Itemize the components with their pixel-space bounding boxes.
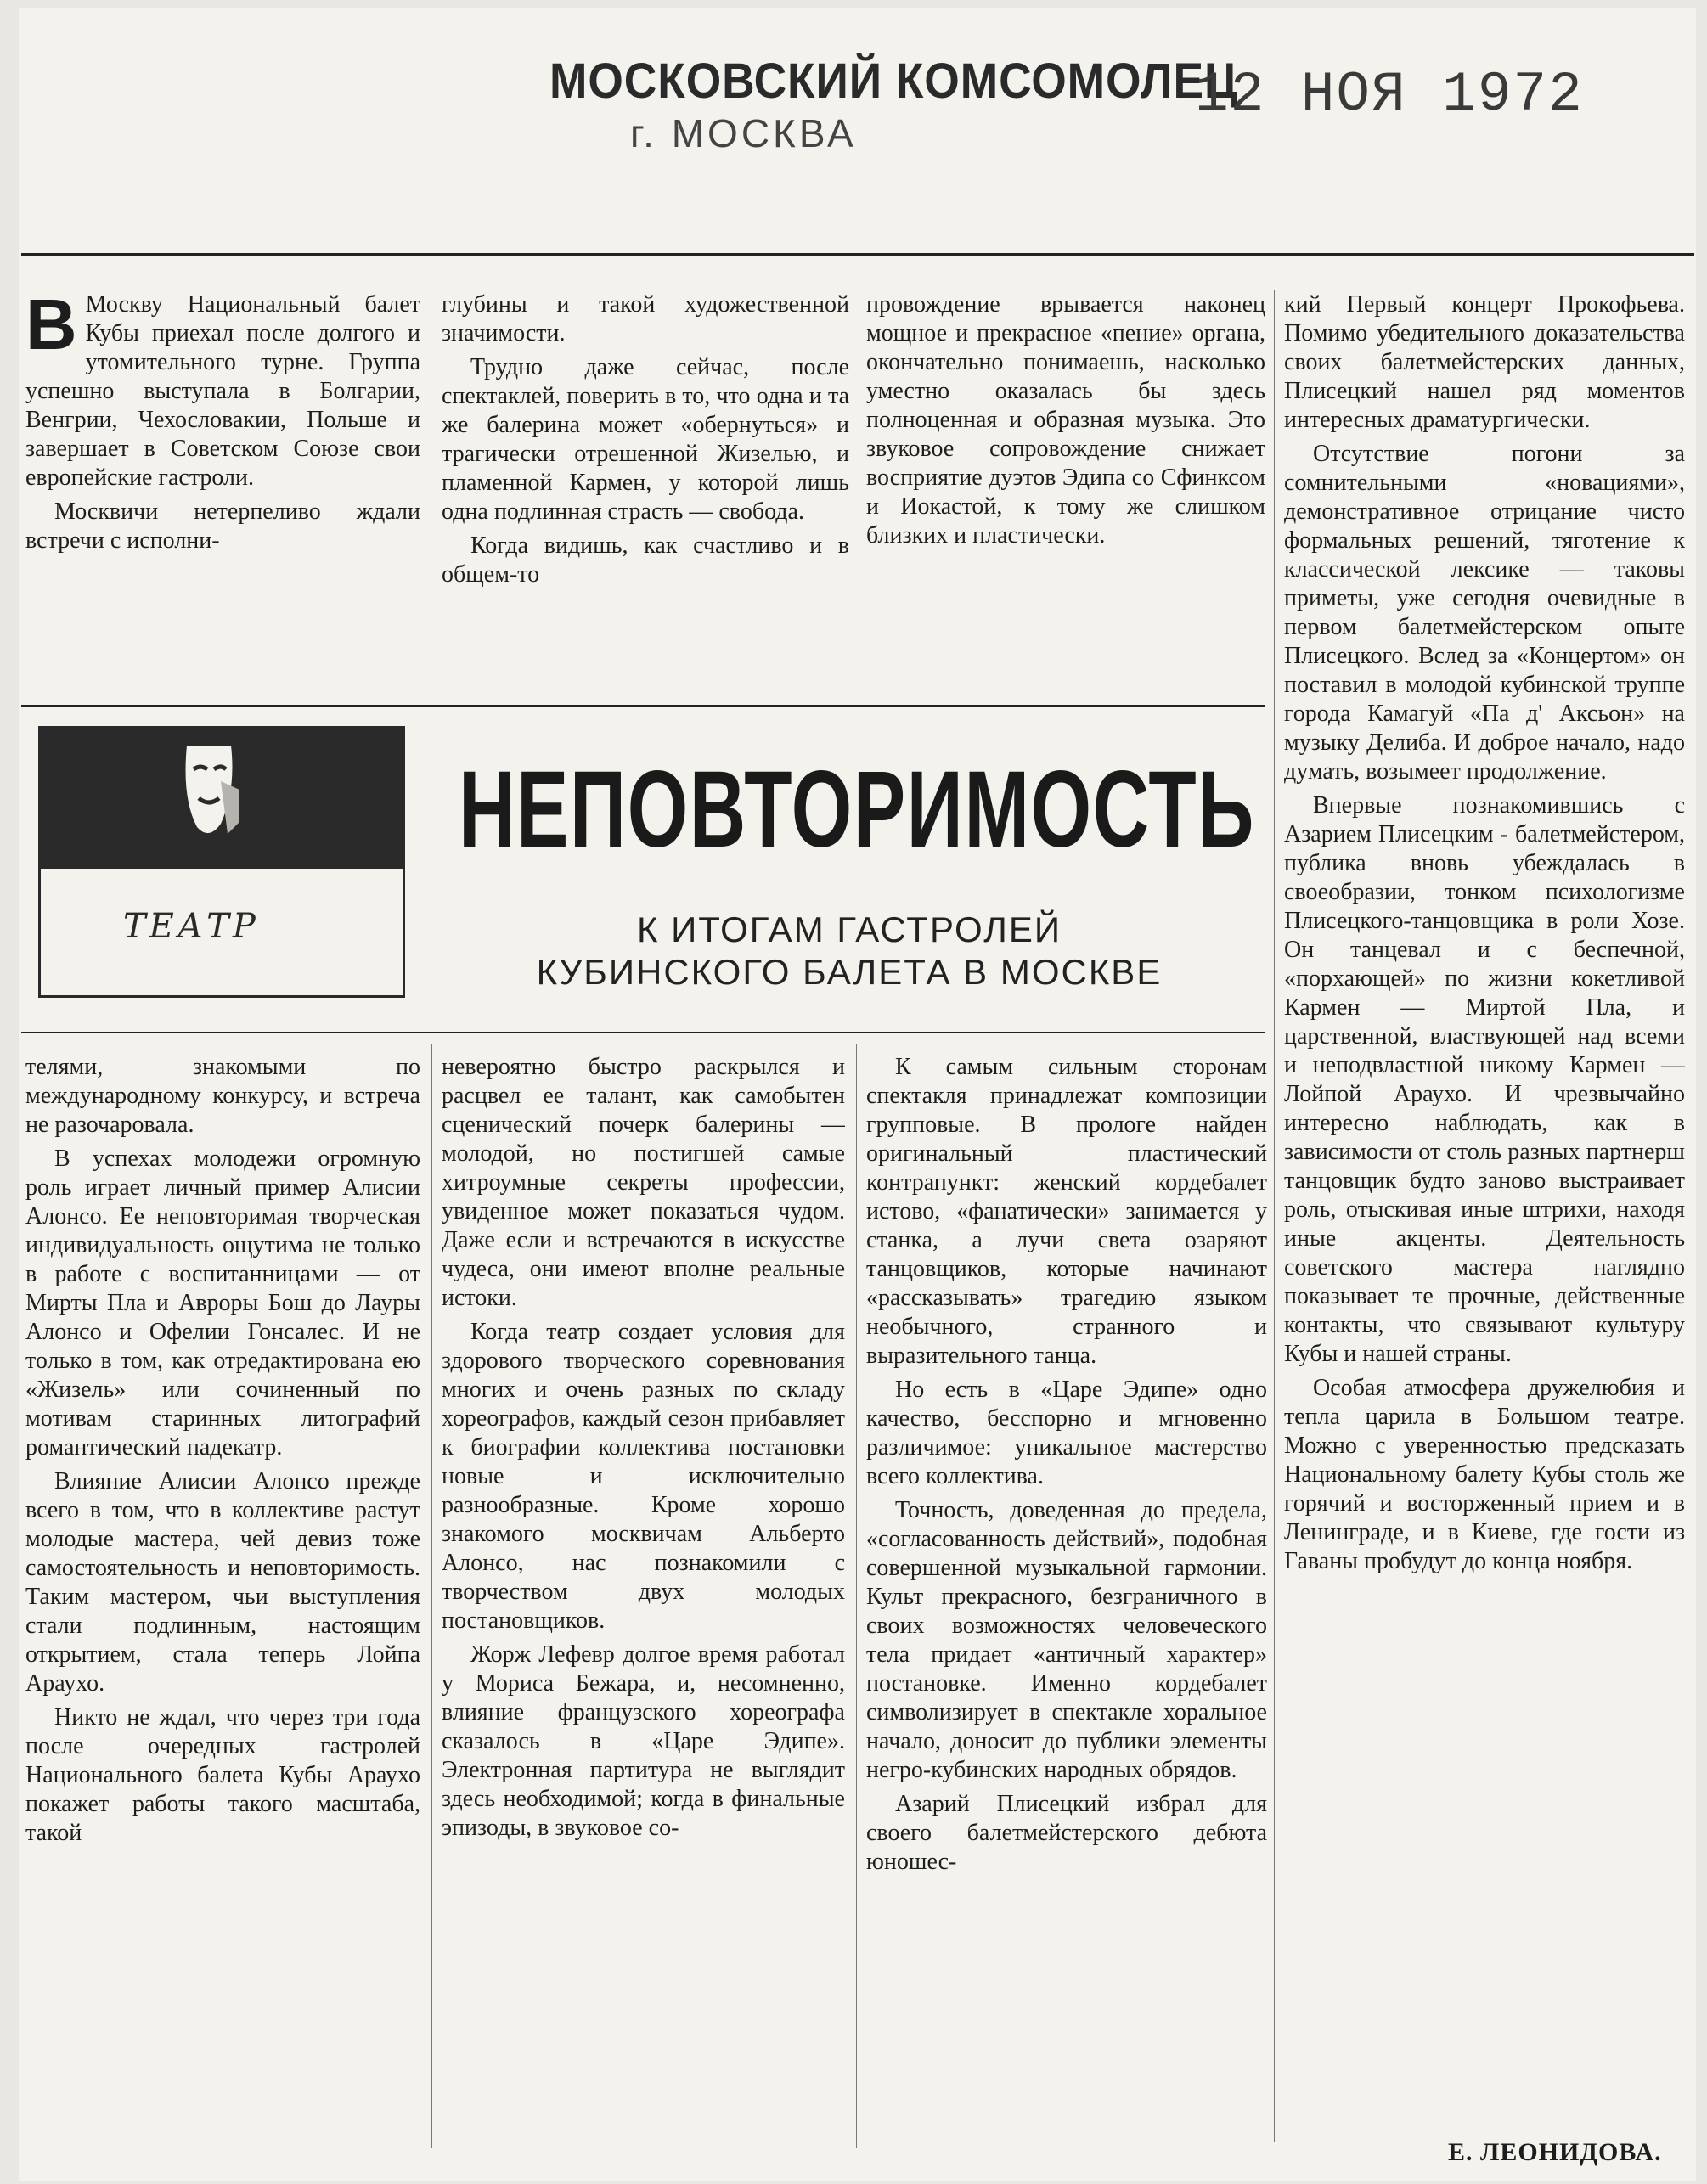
top-column-1 (25, 290, 420, 673)
top-column-3 (866, 290, 1265, 673)
bottom-column-3-paragraph: Точность, доведенная до предела, «согласованность действий», подобная совершенной музыкальной гармонии. Культ прекрасного, безграничного в своих возможностях человеческого тела придает «античный характер» постановке. Именно кордебалет символизирует в спектакле хоральное начало, доносит до публики элементы негро-кубинских народных обрядов. (866, 1497, 1267, 1783)
article-subhead (459, 909, 1240, 993)
bottom-column-1-paragraph: В успехах молодежи огромную роль играет личный пример Алисии Алонсо. Ее неповторимая творческая индивидуальность ощутима не только в работе с воспитанницами — от Мирты Пла и Авроры Бош до Лауры Алонсо и Офелии Гонсалес. И не только в том, как отредактирована ею «Жизель» или сочиненный по мотивам старинных литографий романтический падекатр. (25, 1145, 420, 1461)
right-column-paragraph: Впервые познакомившись с Азарием Плисецким - балетмейстером, публика вновь убеждалась в своеобразии, тонком психологизме Плисецкого-танцовщика в роли Хозе. Он танцевал и с беспечной, «порхающей» по жизни кокетливой Кармен — Миртой Пла, и царственной, властвующей над всеми и неподвластной никому Кармен — Лойпой Араухо. И чрезвычайно интересно наблюдать, как в зависимости от столь разных партнерш танцовщик будто заново выстраивает роль, отыскивая иные штрихи, находя иные акценты. Деятельность советского мастера наглядно показывает те прочные, действенные контакты, что связывают культуру Кубы и нашей страны. (1284, 792, 1685, 1367)
column-separator (1274, 290, 1275, 2142)
stamp-newspaper-name: МОСКОВСКИЙ КОМСОМОЛЕЦ (549, 53, 1238, 109)
stamp-city: г. МОСКВА (630, 111, 857, 155)
bottom-column-3-paragraph: К самым сильным сторонам спектакля принадлежат композиции групповые. В прологе найден оригинальный пластический контрапункт: женский кордебалет истово, «фанатически» занимается у станка, а лучи света озаряют танцовщиков, которые начинают «рассказывать» трагедию языком необычного, странного и выразительного танца. (866, 1054, 1267, 1369)
author-signature: Е. ЛЕОНИДОВА. (1448, 2138, 1662, 2166)
top-column-1-paragraph: В Москву Национальный балет Кубы приехал после долгого и утомительного турне. Группа успешно выступала в Болгарии, Венгрии, Чехословакии, Польше и завершает в Советском Союзе свои европейские гастроли. (25, 290, 420, 491)
headline-top-rule (21, 705, 1265, 707)
right-column-paragraph: кий Первый концерт Прокофьева. Помимо убедительного доказательства своих балетмейстерских данных, Плисецкий нашел ряд моментов интересных драматургически. (1284, 291, 1685, 433)
article-headline: НЕПОВТОРИМОСТЬ (459, 749, 1255, 870)
column-separator (856, 1044, 857, 2148)
bottom-column-1-paragraph: Никто не ждал, что через три года после очередных гастролей Национального балета Кубы Араухо покажет работы такого масштаба, такой (25, 1704, 420, 1846)
top-column-2 (442, 290, 849, 673)
subhead-line: К ИТОГАМ ГАСТРОЛЕЙ (636, 909, 1062, 949)
top-column-2-paragraph: Трудно даже сейчас, после спектаклей, поверить в то, что одна и та же балерина может «обернуться» и трагически отрешенной Жизелью, и пламенной Кармен, у которой лишь одна подлинная страсть — свобода. (442, 354, 849, 525)
bottom-column-1 (25, 1053, 420, 2157)
top-column-2-paragraph: глубины и такой художественной значимости. (442, 291, 849, 346)
bottom-column-2-paragraph: невероятно быстро раскрылся и расцвел ее талант, как самобытен сценический почерк балерины — молодой, но постигшей самые хитроумные секреты профессии, увиденное может показаться чудом. Даже если и встречаются в искусстве чудеса, они имеют вполне реальные истоки. (442, 1054, 845, 1311)
stamp-date: 12 НОЯ 1972 (1195, 63, 1584, 127)
rubric-label: ТЕАТР (123, 907, 259, 946)
bottom-column-2-paragraph: Жорж Лефевр долгое время работал у Мориса Бежара, и, несомненно, влияние французского хореографа сказалось в «Царе Эдипе». Электронная партитура не выглядит здесь необходимой; когда в финальные эпизоды, в звуковое со- (442, 1641, 845, 1841)
column-separator (431, 1044, 432, 2148)
bottom-column-1-paragraph: телями, знакомыми по международному конкурсу, и встреча не разочаровала. (25, 1054, 420, 1138)
bottom-column-2 (442, 1053, 845, 2157)
subhead-line: КУБИНСКОГО БАЛЕТА В МОСКВЕ (536, 952, 1163, 992)
right-column-paragraph: Отсутствие погони за сомнительными «новациями», демонстративное отрицание чисто формальных решений, тяготение к классической лексике — таковы приметы, уже сегодня очевидные в первом балетмейстерском опыте Плисецкого. Вслед за «Концертом» он поставил в молодой кубинской труппе города Камагуй «Па д' Аксьон» на музыку Делиба. И доброе начало, надо думать, возымеет продолжение. (1284, 441, 1685, 785)
theatre-mask-icon (170, 739, 246, 849)
bottom-column-3 (866, 1053, 1267, 2157)
dropcap-letter: В (25, 290, 77, 364)
headline-bottom-rule (21, 1032, 1265, 1033)
clipping-stamp (19, 0, 1683, 255)
right-column (1284, 290, 1685, 2133)
top-rule (21, 253, 1694, 256)
bottom-column-3-paragraph: Азарий Плисецкий избрал для своего балетмейстерского дебюта юношес- (866, 1791, 1267, 1875)
top-column-2-paragraph: Когда видишь, как счастливо и в общем-то (442, 532, 849, 588)
bottom-column-3-paragraph: Но есть в «Царе Эдипе» одно качество, бесспорно и мгновенно различимое: уникальное мастерство всего коллектива. (866, 1376, 1267, 1489)
bottom-column-2-paragraph: Когда театр создает условия для здорового творческого соревнования многих и очень разных по складу хореографов, каждый сезон прибавляет к биографии коллектива постановки новые и исключительно разнообразные. Кроме хорошо знакомого москвичам Альберто Алонсо, нас познакомили с творчеством двух молодых постановщиков. (442, 1319, 845, 1634)
top-column-1-paragraph: Москвичи нетерпеливо ждали встречи с исполни- (25, 498, 420, 554)
top-column-3-paragraph: провождение врывается наконец мощное и прекрасное «пение» органа, окончательно понимаешь, насколько уместно оказалась бы здесь полноценная и образная музыка. Это звуковое сопровождение снижает восприятие дуэтов Эдипа со Сфинксом и Иокастой, к тому же слишком близких и пластически. (866, 291, 1265, 549)
right-column-paragraph: Особая атмосфера дружелюбия и тепла царила в Большом театре. Можно с уверенностью предсказать Национальному балету Кубы столь же горячий и восторженный прием и в Ленинграде, и в Киеве, где гости из Гаваны пробудут до конца ноября. (1284, 1375, 1685, 1574)
bottom-column-1-paragraph: Влияние Алисии Алонсо прежде всего в том, что в коллективе растут молодые мастера, чей девиз тоже самостоятельность и неповторимость. Таким мастером, чьи выступления стали подлинным, настоящим открытием, стала теперь Лойпа Араухо. (25, 1468, 420, 1697)
